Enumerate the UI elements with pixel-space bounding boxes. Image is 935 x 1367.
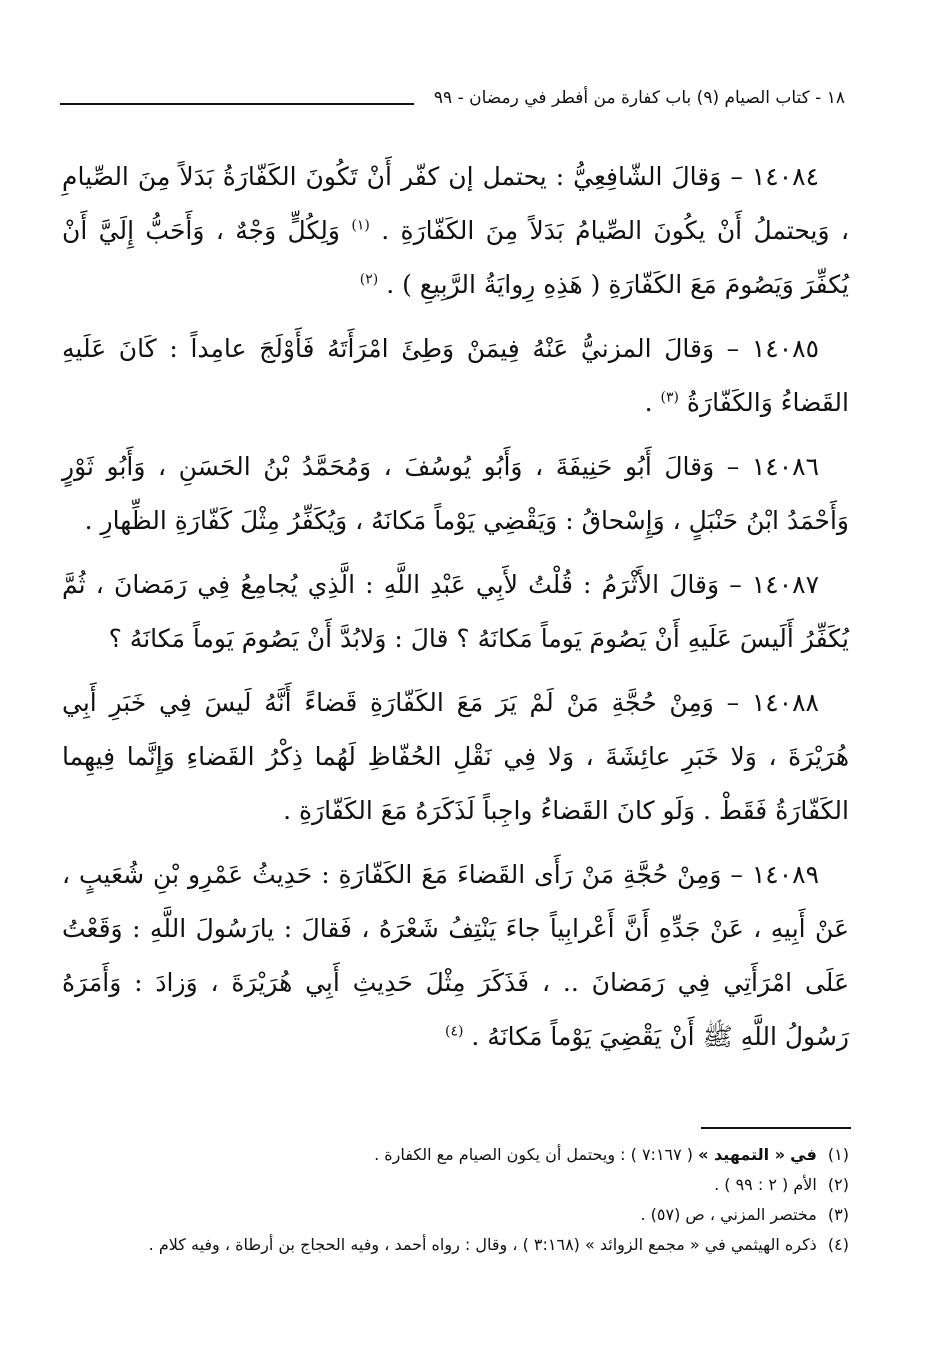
paragraph-text-cont: وَلِكُلٍّ وَجْهٌ ، وَأَحَبُّ إِلَيَّ أَنْ يُكفِّرَ وَيَصُومَ مَعَ الكَفّارَةِ ( هَذِهِ رِوايَةُ الرَّبِيعِ ) .	[62, 216, 849, 299]
paragraph-number: ١٤٠٨٨	[751, 688, 819, 717]
footnotes	[62, 1140, 849, 1260]
footnote-1	[62, 1140, 849, 1170]
paragraph-number: ١٤٠٨٧	[751, 570, 820, 599]
footnote-ref: (٢)	[359, 271, 379, 288]
paragraph-text: – وَمِنْ حُجَّةِ مَنْ رَأَى القَضاءَ مَعَ الكَفّارَةِ : حَدِيثُ عَمْرِو بْنِ شُعَيبٍ ، عَنْ أَبِيهِ ، عَنْ جَدِّهِ أَنَّ أَعْرابِياً جاءَ يَنْتِفُ شَعْرَهُ ، فَقالَ : يارَسُولَ اللَّهِ : وَقَعْتُ عَلَى امْرَأَتِي فِي رَمَضانَ .. ، فَذَكَرَ مِثْلَ حَدِيثِ أَبِي هُرَيْرَةَ ، وَزادَ : وَأَمَرَهُ رَسُولُ اللَّهِ ﷺ أَنْ يَقْضِيَ يَوْماً مَكانَهُ .	[62, 860, 849, 1051]
paragraph-text: – وَقالَ المزنيُّ عَنْهُ فِيمَنْ وَطِئَ امْرَأَتَهُ فَأَوْلَجَ عامِداً : كَانَ عَلَيهِ القَضاءُ وَالكَفّارَةُ	[62, 334, 849, 417]
footnote-3	[62, 1200, 849, 1230]
paragraph-number: ١٤٠٨٥	[751, 334, 819, 363]
paragraph-number: ١٤٠٨٦	[751, 452, 819, 481]
paragraph-text: – وَقالَ الأَثْرَمُ : قُلْتُ لأَبِي عَبْدِ اللَّهِ : الَّذِي يُجامِعُ فِي رَمَضانَ ، ثُمَّ يُكَفِّرُ أَلَيسَ عَلَيهِ أَنْ يَصُومَ يَوماً مَكانَهُ ؟ قالَ : وَلابُدَّ أَنْ يَصُومَ يَوماً مَكانَهُ ؟	[62, 570, 849, 653]
paragraph-text-cont: .	[644, 388, 653, 417]
footnote-text: ( ٧:١٦٧ ) : ويحتمل أن يكون الصيام مع الكفارة .	[374, 1145, 694, 1164]
footnote-divider	[701, 1127, 851, 1129]
footnote-text: الأم ( ٢ : ٩٩ ) .	[714, 1175, 817, 1194]
paragraph-14084	[62, 150, 849, 312]
header-rule	[60, 103, 414, 105]
paragraph-14087	[62, 558, 849, 666]
paragraph-14085	[62, 322, 849, 430]
footnote-number: (٤)	[827, 1235, 849, 1254]
footnote-ref: (٣)	[660, 389, 679, 406]
footnote-number: (١)	[827, 1145, 849, 1164]
footnote-source: « التمهيد »	[698, 1145, 786, 1164]
paragraph-14088	[62, 676, 849, 838]
paragraph-14089	[62, 848, 849, 1064]
footnote-number: (٣)	[827, 1205, 849, 1224]
paragraph-text: – وَقالَ الشّافِعِيُّ : يحتمل إن كفّر أَنْ تَكُونَ الكَفّارَةُ بَدَلاً مِنَ الصِّيامِ ، وَيحتملُ أَنْ يكُونَ الصِّيامُ بَدَلاً مِنَ الكَفّارَةِ .	[62, 162, 850, 245]
footnote-number: (٢)	[827, 1175, 849, 1194]
paragraph-number: ١٤٠٨٤	[751, 162, 819, 191]
main-text	[62, 150, 849, 1074]
footnote-2	[62, 1170, 849, 1200]
paragraph-text: – وَقالَ أَبُو حَنِيفَةَ ، وَأَبُو يُوسُفَ ، وَمُحَمَّدُ بْنُ الحَسَنِ ، وَأَبُو ثَوْرٍ وَأَحْمَدُ ابْنُ حَنْبَلٍ ، وَإِسْحاقُ : وَيَقْضِي يَوْماً مَكانَهُ ، وَيُكَفِّرُ مِثْلَ كَفّارَةِ الظِّهارِ .	[62, 452, 849, 535]
paragraph-number: ١٤٠٨٩	[751, 860, 820, 889]
footnote-ref: (١)	[351, 217, 370, 234]
header-title: ١٨ - كتاب الصيام (٩) باب كفارة من أفطر في رمضان - ٩٩	[433, 88, 845, 108]
footnote-text: مختصر المزني ، ص (٥٧) .	[640, 1205, 817, 1224]
paragraph-text: – وَمِنْ حُجَّةِ مَنْ لَمْ يَرَ مَعَ الكَفّارَةِ قَضاءً أَنَّهُ لَيسَ فِي خَبَرِ أَبِي هُرَيْرَةَ ، وَلا خَبَرِ عائِشَةَ ، وَلا فِي نَقْلِ الحُفّاظِ لَهُما ذِكْرُ القَضاءِ وَإِنَّما فِيهِما الكَفّارَةُ فَقَطْ . وَلَو كانَ القَضاءُ واجِباً لَذَكَرَهُ مَعَ الكَفّارَةِ .	[62, 688, 849, 825]
footnote-4	[62, 1230, 849, 1260]
footnote-text: ذكره الهيثمي في « مجمع الزوائد » (٣:١٦٨ ) ، وقال : رواه أحمد ، وفيه الحجاج بن أرطاة ، وفيه كلام .	[148, 1235, 817, 1254]
footnote-ref: (٤)	[444, 1023, 464, 1040]
paragraph-14086	[62, 440, 849, 548]
footnote-prefix: في	[790, 1145, 817, 1164]
running-header	[60, 88, 845, 108]
